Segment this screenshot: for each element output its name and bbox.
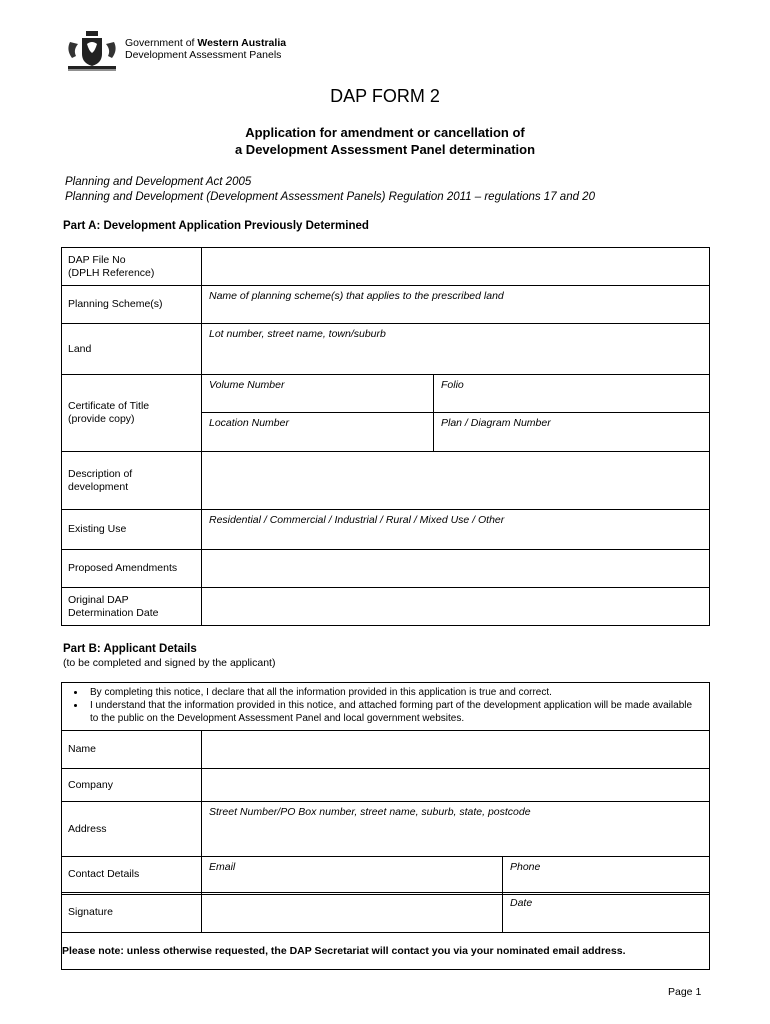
form-subtitle: Application for amendment or cancellation of a Development Assessment Panel determination — [234, 125, 536, 157]
part-b-subheading: (to be completed and signed by the applicant) — [63, 657, 276, 669]
part-a-heading: Part A: Development Application Previously Determined — [63, 220, 369, 232]
signature-field[interactable] — [202, 893, 503, 933]
proposed-amendments-field[interactable] — [202, 550, 710, 588]
agency-name: Development Assessment Panels — [125, 49, 282, 61]
land-label: Land — [62, 324, 202, 375]
email-contact-note: Please note: unless otherwise requested, the DAP Secretariat will contact you via your nominated email address. — [62, 933, 710, 970]
original-determination-date-field[interactable] — [202, 588, 710, 626]
legislation-reference: Planning and Development Act 2005 Planning and Development (Development Assessment Panels) Regulation 2011 – regulations 17 and 20 — [65, 176, 595, 203]
address-label: Address — [62, 802, 202, 857]
company-field[interactable] — [202, 769, 710, 802]
proposed-amendments-label: Proposed Amendments — [62, 550, 202, 588]
government-header — [125, 37, 286, 61]
part-b-heading: Part B: Applicant Details — [63, 643, 197, 655]
declaration-item: • I understand that the information provided in this notice, and attached forming part of the development application will be made available to the public on the Development Assessment Panel and local government websites. — [86, 699, 701, 725]
email-field[interactable]: Email — [202, 857, 503, 895]
contact-details-label: Contact Details — [62, 857, 202, 895]
certificate-of-title-label: Certificate of Title (provide copy) — [62, 375, 202, 452]
dap-file-field[interactable] — [202, 248, 710, 286]
declaration-box — [62, 683, 710, 731]
company-label: Company — [62, 769, 202, 802]
land-field[interactable]: Lot number, street name, town/suburb — [202, 324, 710, 375]
part-a-table — [61, 247, 710, 626]
description-label: Description of development — [62, 452, 202, 510]
date-field[interactable]: Date — [503, 893, 710, 933]
plan-diagram-number-field[interactable]: Plan / Diagram Number — [434, 413, 710, 452]
location-number-field[interactable]: Location Number — [202, 413, 434, 452]
planning-scheme-label: Planning Scheme(s) — [62, 286, 202, 324]
existing-use-field[interactable]: Residential / Commercial / Industrial / Rural / Mixed Use / Other — [202, 510, 710, 550]
volume-number-field[interactable]: Volume Number — [202, 375, 434, 413]
part-b-table — [61, 682, 710, 895]
declaration-list — [62, 683, 709, 729]
original-determination-date-label: Original DAP Determination Date — [62, 588, 202, 626]
phone-field[interactable]: Phone — [503, 857, 710, 895]
declaration-item: • By completing this notice, I declare that all the information provided in this application is true and correct. — [86, 686, 701, 699]
name-field[interactable] — [202, 731, 710, 769]
government-name: Government of Western Australia — [125, 37, 287, 49]
page-number: Page 1 — [668, 986, 702, 998]
folio-field[interactable]: Folio — [434, 375, 710, 413]
address-field[interactable]: Street Number/PO Box number, street name, suburb, state, postcode — [202, 802, 710, 857]
signature-table — [61, 892, 710, 970]
name-label: Name — [62, 731, 202, 769]
form-title: DAP FORM 2 — [330, 86, 440, 106]
planning-scheme-field[interactable]: Name of planning scheme(s) that applies to the prescribed land — [202, 286, 710, 324]
dap-file-label: DAP File No (DPLH Reference) — [62, 248, 202, 286]
signature-label: Signature — [62, 893, 202, 933]
existing-use-label: Existing Use — [62, 510, 202, 550]
wa-government-crest-icon — [64, 30, 120, 74]
description-field[interactable] — [202, 452, 710, 510]
